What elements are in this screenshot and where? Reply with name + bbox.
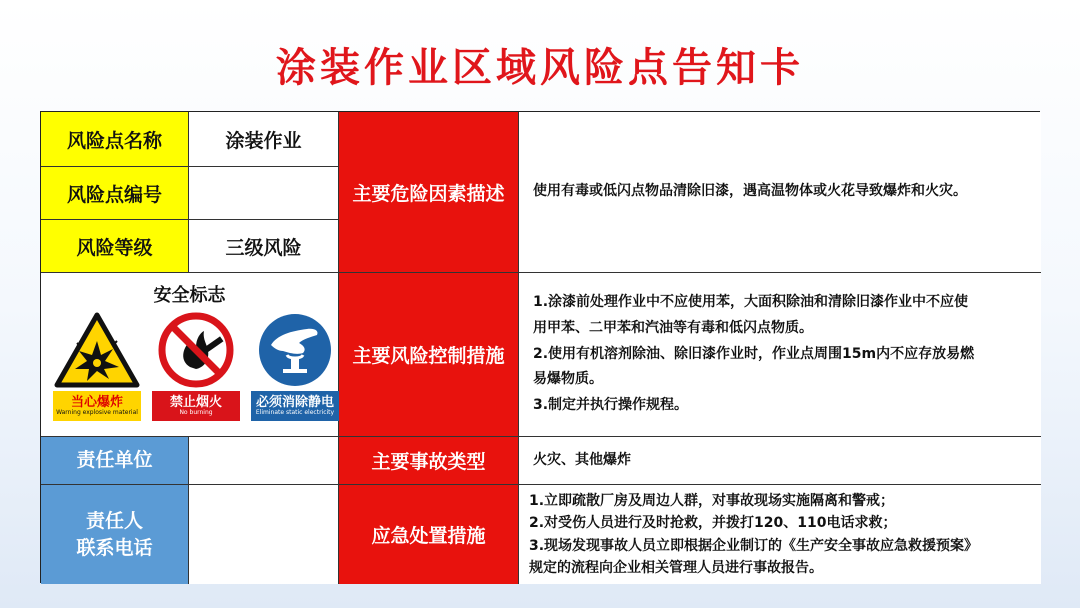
- sign-no-burning-label: 禁止烟火: [169, 394, 222, 410]
- emergency-line: 2.对受伤人员进行及时抢救，并拨打120、110电话求救；: [529, 515, 897, 532]
- sign-explosive-sub: Warning explosive material: [56, 408, 138, 416]
- sign-eliminate-static: [251, 311, 339, 421]
- control-line: 1.涂漆前处理作业中不应使用苯，大面积除油和清除旧漆作业中不应使: [533, 293, 969, 310]
- sign-explosive-caption: [53, 391, 141, 421]
- control-line: 3.制定并执行操作规程。: [533, 397, 689, 414]
- contact-label-line2: 联系电话: [76, 536, 153, 559]
- risk-code-label: 风险点编号: [41, 167, 189, 220]
- sign-no-burning-caption: [152, 391, 240, 421]
- risk-name-label: 风险点名称: [41, 112, 189, 167]
- sign-no-burning-sub: No burning: [179, 408, 213, 416]
- control-line: 易爆物质。: [533, 371, 603, 388]
- emergency-label: 应急处置措施: [339, 485, 519, 584]
- sign-eliminate-static-label: 必须消除静电: [255, 394, 334, 410]
- emergency-text: [519, 485, 1041, 584]
- hazard-label: 主要危险因素描述: [339, 112, 519, 273]
- control-text: [519, 273, 1041, 437]
- sign-no-burning: [152, 311, 240, 421]
- risk-level-label: 风险等级: [41, 220, 189, 273]
- risk-name-value: 涂装作业: [189, 112, 339, 167]
- responsible-unit-value: [189, 437, 339, 485]
- risk-level-value: 三级风险: [189, 220, 339, 273]
- emergency-line: 1.立即疏散厂房及周边人群，对事故现场实施隔离和警戒；: [529, 492, 895, 509]
- emergency-list: [529, 490, 978, 580]
- contact-label-line1: 责任人: [85, 509, 143, 532]
- control-line: 2.使用有机溶剂除油、除旧漆作业时，作业点周围15m内不应存放易燃: [533, 345, 975, 362]
- emergency-line: 3.现场发现事故人员立即根据企业制订的《生产安全事故应急救援预案》: [529, 537, 979, 554]
- no-burning-icon: [152, 311, 240, 389]
- safety-signs-panel: [41, 273, 339, 437]
- explosive-warning-icon: [53, 311, 141, 389]
- page-title: 涂装作业区域风险点告知卡: [276, 45, 804, 91]
- hazard-text: 使用有毒或低闪点物品清除旧漆，遇高温物体或火花导致爆炸和火灾。: [519, 112, 1041, 273]
- control-label: 主要风险控制措施: [339, 273, 519, 437]
- accident-text: 火灾、其他爆炸: [519, 437, 1041, 485]
- sign-explosive-label: 当心爆炸: [70, 394, 123, 410]
- responsible-unit-label: 责任单位: [41, 437, 189, 485]
- sign-eliminate-static-sub: Eliminate static electricity: [255, 408, 335, 416]
- sign-eliminate-static-caption: [251, 391, 339, 421]
- emergency-line: 规定的流程向企业相关管理人员进行事故报告。: [529, 559, 823, 576]
- eliminate-static-icon: [251, 311, 339, 389]
- safety-signs-title: 安全标志: [153, 285, 226, 306]
- accident-label: 主要事故类型: [339, 437, 519, 485]
- risk-card: [40, 111, 1040, 583]
- risk-code-value: [189, 167, 339, 220]
- control-list: [533, 290, 974, 419]
- sign-explosive: [53, 311, 141, 421]
- contact-label: [41, 485, 189, 584]
- control-line: 用甲苯、二甲苯和汽油等有毒和低闪点物质。: [533, 319, 813, 336]
- contact-value: [189, 485, 339, 584]
